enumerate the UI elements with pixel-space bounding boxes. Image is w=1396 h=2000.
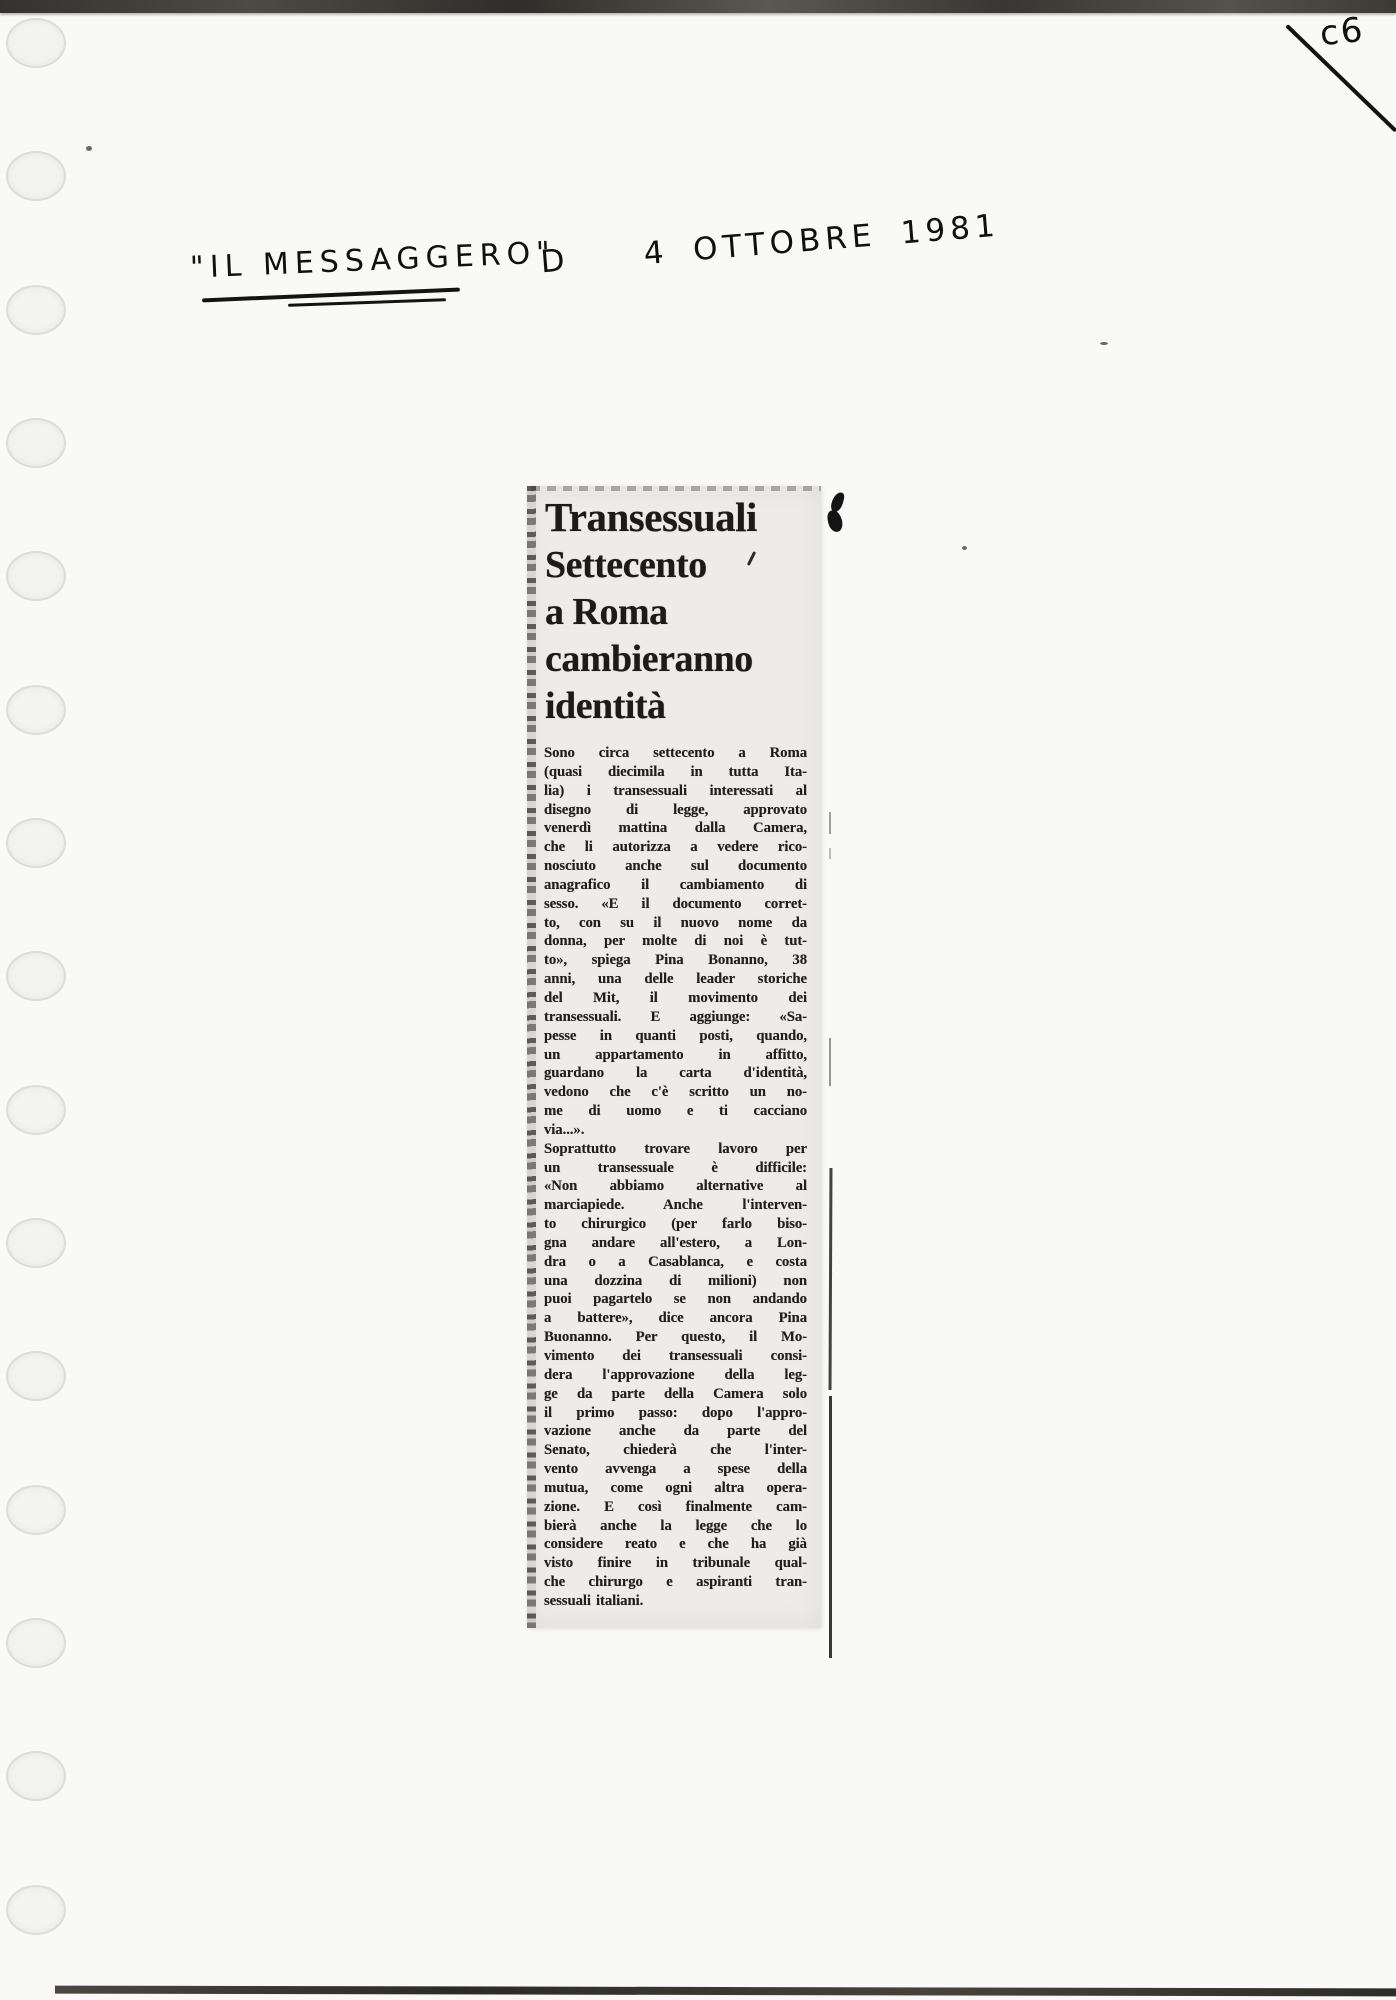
body-line: ge da parte della Camera solo bbox=[544, 1385, 807, 1402]
body-line: vimento dei transessuali consi- bbox=[544, 1348, 807, 1364]
handwritten-source-title: "IL MESSAGGERO" bbox=[189, 235, 557, 286]
binder-hole bbox=[6, 1351, 66, 1401]
body-line: a battere», dice ancora Pina bbox=[544, 1310, 807, 1327]
ink-blot bbox=[826, 509, 844, 533]
headline-kicker: Transessuali bbox=[545, 494, 757, 540]
body-line: che li autorizza a vedere rico- bbox=[544, 839, 807, 856]
body-line: guardano la carta d'identità, bbox=[544, 1065, 807, 1082]
scan-top-edge bbox=[0, 0, 1396, 13]
body-line: via...». bbox=[544, 1121, 585, 1138]
scan-speck bbox=[86, 146, 92, 151]
binder-hole bbox=[6, 1485, 66, 1535]
column-rule-segment bbox=[829, 848, 831, 859]
body-line: del Mit, il movimento dei bbox=[544, 989, 807, 1006]
binder-hole bbox=[6, 1218, 66, 1268]
headline-line: identità bbox=[545, 685, 666, 727]
body-line: vazione anche da parte del bbox=[544, 1423, 807, 1440]
body-line: (quasi diecimila in tutta Ita- bbox=[544, 763, 807, 780]
body-line: una dozzina di milioni) non bbox=[544, 1272, 807, 1289]
body-line: to, con su il nuovo nome da bbox=[544, 914, 807, 931]
body-line: che chirurgo e aspiranti tran- bbox=[544, 1574, 807, 1591]
body-line: marciapiede. Anche l'interven- bbox=[544, 1197, 807, 1214]
body-line: visto finire in tribunale qual- bbox=[544, 1555, 807, 1572]
clipping-top-edge bbox=[531, 486, 821, 491]
body-line: pesse in quanti posti, quando, bbox=[544, 1027, 807, 1044]
headline-line: Settecento bbox=[545, 544, 707, 586]
body-line: me di uomo e ti cacciano bbox=[544, 1103, 807, 1120]
body-line: mutua, come ogni altra opera- bbox=[544, 1479, 807, 1496]
column-rule-segment bbox=[829, 1168, 833, 1390]
body-line: anagrafico il cambiamento di bbox=[544, 876, 807, 893]
scan-bottom-edge bbox=[55, 1986, 1396, 1997]
corner-mark: c6 bbox=[1318, 9, 1367, 55]
headline-line: a Roma bbox=[545, 591, 668, 633]
binder-hole bbox=[6, 1885, 66, 1935]
column-rule-segment bbox=[829, 812, 831, 834]
binder-hole bbox=[6, 818, 66, 868]
body-line: lia) i transessuali interessati al bbox=[544, 782, 807, 799]
body-line: considere reato e che ha già bbox=[544, 1536, 807, 1553]
body-line: to chirurgico (per farlo biso- bbox=[544, 1216, 807, 1233]
article-body bbox=[544, 744, 807, 1611]
body-line: un transessuale è difficile: bbox=[544, 1159, 807, 1176]
binder-hole bbox=[6, 1618, 66, 1668]
body-line: il primo passo: dopo l'appro- bbox=[544, 1404, 807, 1421]
column-rule-segment bbox=[829, 1396, 832, 1658]
title-underline-second bbox=[288, 298, 446, 307]
scan-speck bbox=[962, 546, 967, 550]
body-line: un appartamento in affitto, bbox=[544, 1046, 807, 1063]
headline-line: cambieranno bbox=[545, 638, 753, 680]
body-line: gna andare all'estero, a Lon- bbox=[544, 1234, 807, 1251]
scan-speck bbox=[1100, 342, 1108, 345]
body-line: sessuali italiani. bbox=[544, 1592, 644, 1609]
body-line: disegno di legge, approvato bbox=[544, 801, 807, 818]
body-line: transessuali. E aggiunge: «Sa- bbox=[544, 1008, 807, 1025]
body-line: dra o a Casablanca, e costa bbox=[544, 1253, 807, 1270]
body-line: Buonanno. Per questo, il Mo- bbox=[544, 1329, 807, 1346]
body-line: zione. E così finalmente cam- bbox=[544, 1498, 807, 1515]
body-line: vedono che c'è scritto un no- bbox=[544, 1084, 807, 1101]
body-line: Soprattutto trovare lavoro per bbox=[544, 1140, 807, 1157]
article-paragraph bbox=[544, 744, 807, 1140]
binder-hole bbox=[6, 551, 66, 601]
binder-hole bbox=[6, 1751, 66, 1801]
body-line: nosciuto anche sul documento bbox=[544, 858, 807, 875]
binder-hole bbox=[6, 151, 66, 201]
newspaper-clipping bbox=[527, 486, 821, 1628]
body-line: puoi pagartelo se non andando bbox=[544, 1291, 807, 1308]
body-line: Sono circa settecento a Roma bbox=[544, 745, 807, 761]
binder-hole bbox=[6, 951, 66, 1001]
headline-lines bbox=[545, 542, 809, 730]
body-line: anni, una delle leader storiche bbox=[544, 971, 807, 988]
body-line: «Non abbiamo alternative al bbox=[544, 1178, 807, 1195]
article-paragraph bbox=[544, 1140, 807, 1611]
binder-hole bbox=[6, 285, 66, 335]
handwritten-date: D 4 OTTOBRE 1981 bbox=[539, 207, 1001, 281]
body-line: bierà anche la legge che lo bbox=[544, 1517, 807, 1534]
body-line: venerdì mattina dalla Camera, bbox=[544, 820, 807, 837]
body-line: donna, per molte di noi è tut- bbox=[544, 933, 807, 950]
binder-hole bbox=[6, 1085, 66, 1135]
clipping-cut-edge bbox=[527, 486, 536, 1628]
article-headline bbox=[545, 492, 809, 730]
binder-hole bbox=[6, 18, 66, 68]
binder-hole bbox=[6, 418, 66, 468]
body-line: sesso. «E il documento corret- bbox=[544, 895, 807, 912]
body-line: dera l'approvazione della leg- bbox=[544, 1366, 807, 1383]
body-line: vento avvenga a spese della bbox=[544, 1461, 807, 1478]
body-line: to», spiega Pina Bonanno, 38 bbox=[544, 952, 807, 969]
binder-hole bbox=[6, 685, 66, 735]
column-rule-segment bbox=[829, 1038, 831, 1086]
body-line: Senato, chiederà che l'inter- bbox=[544, 1442, 807, 1459]
